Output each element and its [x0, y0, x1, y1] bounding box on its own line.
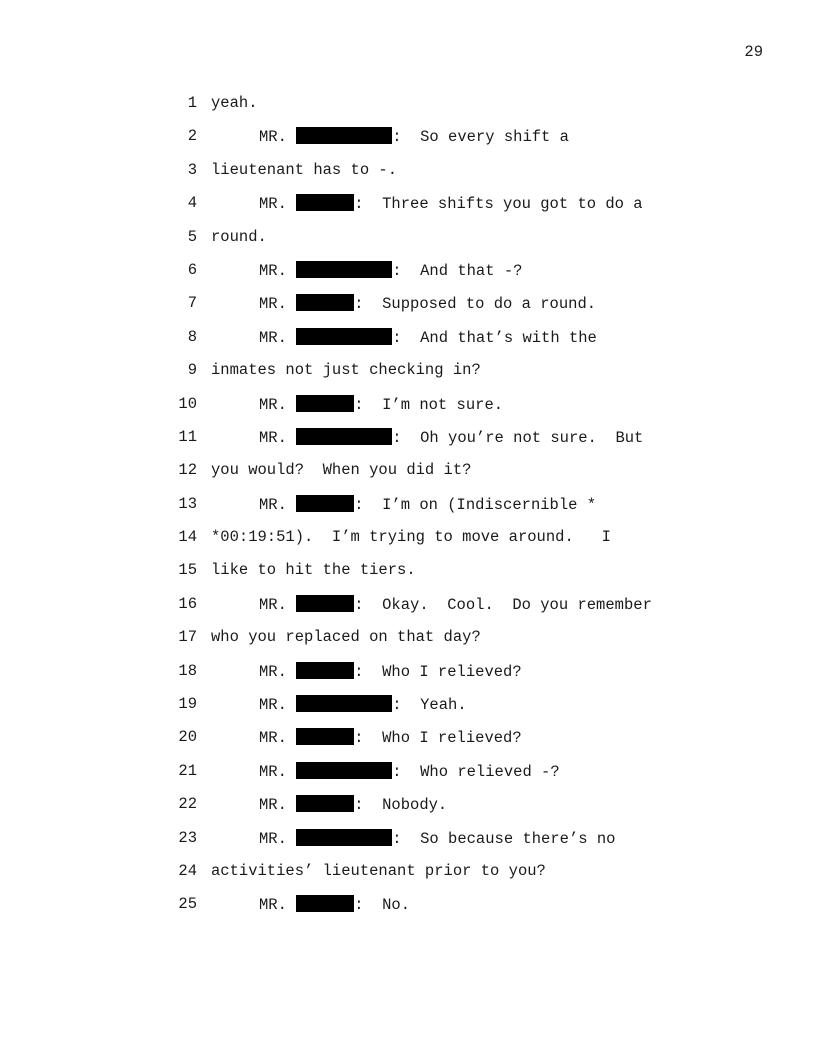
redaction-box: [296, 762, 392, 779]
transcript-line: [0, 895, 816, 928]
transcript-line: [0, 328, 816, 361]
transcript-line: [0, 428, 816, 461]
speaker-line: [259, 294, 596, 313]
line-number: 11: [178, 427, 197, 446]
speaker-prefix: MR.: [259, 295, 297, 314]
speaker-line: [259, 328, 597, 347]
line-text: : Supposed to do a round.: [354, 295, 597, 314]
speaker-line: [259, 395, 503, 414]
line-number: 23: [178, 828, 197, 847]
line-number: 22: [178, 795, 197, 814]
line-text: yeah.: [211, 94, 258, 112]
redaction-box: [296, 728, 354, 745]
line-text: : Who I relieved?: [354, 729, 522, 748]
transcript-line: [0, 395, 816, 428]
line-number: 13: [178, 494, 197, 513]
transcript-line: [0, 695, 816, 728]
line-number: 25: [178, 895, 197, 914]
redaction-box: [296, 261, 392, 278]
transcript-line: [0, 829, 816, 862]
speaker-prefix: MR.: [259, 896, 297, 915]
transcript-body: [0, 94, 816, 929]
line-text: : And that’s with the: [392, 328, 597, 347]
speaker-prefix: MR.: [259, 662, 297, 681]
line-text: : Who I relieved?: [354, 662, 522, 681]
line-text: like to hit the tiers.: [211, 561, 416, 580]
speaker-line: [259, 895, 410, 914]
speaker-line: [259, 194, 643, 213]
line-text: round.: [211, 227, 267, 246]
redaction-box: [296, 662, 354, 679]
transcript-line: [0, 495, 816, 528]
line-number: 24: [178, 861, 197, 880]
page-number: 29: [744, 43, 763, 61]
line-number: 1: [187, 94, 197, 112]
line-text: who you replaced on that day?: [211, 628, 481, 647]
speaker-line: [259, 728, 522, 747]
redaction-box: [296, 395, 354, 412]
speaker-prefix: MR.: [259, 261, 297, 280]
line-number: 9: [187, 361, 197, 380]
line-number: 2: [187, 127, 197, 146]
line-number: 12: [178, 461, 197, 480]
line-text: : Nobody.: [354, 796, 448, 815]
speaker-prefix: MR.: [259, 428, 297, 447]
redaction-box: [296, 795, 354, 812]
line-text: : Yeah.: [392, 696, 467, 715]
speaker-prefix: MR.: [259, 796, 297, 815]
redaction-box: [296, 428, 392, 445]
speaker-line: [259, 795, 447, 814]
line-number: 15: [178, 561, 197, 580]
line-number: 8: [187, 327, 197, 346]
transcript-line: [0, 228, 816, 261]
speaker-prefix: MR.: [259, 762, 297, 781]
speaker-prefix: MR.: [259, 195, 297, 214]
redaction-box: [296, 495, 354, 512]
line-text: inmates not just checking in?: [211, 361, 481, 380]
speaker-prefix: MR.: [259, 328, 297, 347]
speaker-line: [259, 762, 560, 781]
line-number: 16: [178, 594, 197, 613]
speaker-line: [259, 829, 615, 848]
line-number: 21: [178, 761, 197, 780]
redaction-box: [296, 595, 354, 612]
transcript-line: [0, 461, 816, 494]
transcript-line: [0, 561, 816, 594]
redaction-box: [296, 328, 392, 345]
transcript-line: [0, 261, 816, 294]
line-text: : No.: [354, 896, 411, 915]
transcript-line: [0, 862, 816, 895]
redaction-box: [296, 127, 392, 144]
speaker-prefix: MR.: [259, 829, 297, 848]
speaker-prefix: MR.: [259, 495, 297, 514]
line-text: : So every shift a: [392, 128, 569, 147]
redaction-box: [296, 895, 354, 912]
line-number: 10: [178, 394, 197, 413]
line-text: activities’ lieutenant prior to you?: [211, 861, 546, 880]
line-text: *00:19:51). I’m trying to move around. I: [211, 528, 611, 547]
line-text: : And that -?: [392, 261, 523, 280]
speaker-prefix: MR.: [259, 595, 297, 614]
line-number: 5: [187, 227, 197, 246]
line-text: : I’m not sure.: [354, 395, 504, 414]
transcript-line: [0, 127, 816, 160]
transcript-line: [0, 94, 816, 127]
line-text: : So because there’s no: [392, 829, 616, 848]
transcript-line: [0, 595, 816, 628]
speaker-prefix: MR.: [259, 729, 297, 748]
redaction-box: [296, 695, 392, 712]
line-number: 17: [178, 628, 197, 647]
line-text: : Okay. Cool. Do you remember: [354, 595, 652, 614]
redaction-box: [296, 294, 354, 311]
transcript-line: [0, 361, 816, 394]
line-number: 14: [178, 528, 197, 547]
line-number: 4: [187, 194, 197, 213]
line-number: 19: [178, 695, 197, 714]
line-text: you would? When you did it?: [211, 461, 472, 480]
transcript-line: [0, 161, 816, 194]
speaker-line: [259, 495, 596, 514]
speaker-line: [259, 595, 652, 614]
line-text: : I’m on (Indiscernible *: [354, 495, 597, 514]
transcript-line: [0, 628, 816, 661]
transcript-line: [0, 194, 816, 227]
transcript-line: [0, 795, 816, 828]
line-text: : Oh you’re not sure. But: [392, 428, 644, 447]
transcript-line: [0, 528, 816, 561]
line-number: 7: [187, 294, 197, 313]
line-number: 6: [187, 260, 197, 279]
speaker-line: [259, 695, 467, 714]
transcript-line: [0, 662, 816, 695]
speaker-line: [259, 428, 643, 447]
redaction-box: [296, 829, 392, 846]
speaker-line: [259, 127, 569, 146]
speaker-prefix: MR.: [259, 696, 297, 715]
speaker-line: [259, 261, 522, 280]
line-number: 20: [178, 728, 197, 747]
speaker-prefix: MR.: [259, 395, 297, 414]
line-number: 18: [178, 661, 197, 680]
transcript-line: [0, 728, 816, 761]
line-text: : Three shifts you got to do a: [354, 195, 643, 214]
transcript-line: [0, 762, 816, 795]
speaker-prefix: MR.: [259, 128, 297, 147]
line-text: : Who relieved -?: [392, 762, 560, 781]
line-text: lieutenant has to -.: [211, 160, 398, 179]
redaction-box: [296, 194, 354, 211]
transcript-line: [0, 294, 816, 327]
speaker-line: [259, 662, 522, 681]
line-number: 3: [187, 160, 197, 179]
